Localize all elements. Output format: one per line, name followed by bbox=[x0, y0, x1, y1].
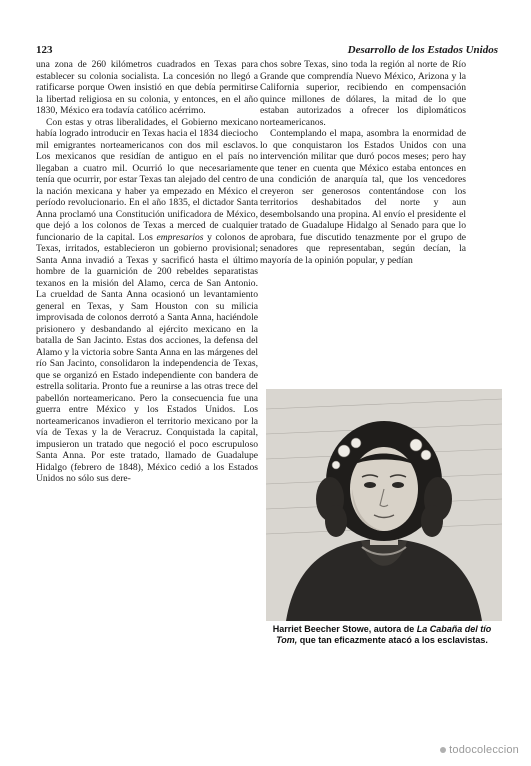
page-number: 123 bbox=[36, 44, 53, 56]
running-title: Desarrollo de los Estados Unidos bbox=[347, 44, 498, 56]
paragraph-text: y colonos de Texas, irritados, establecieron un gobierno provisional; Santa Anna invadió a Texas y sacrificó hasta el último hombre de la guarnición de 200 rebeldes separatistas texanos en la misión del Alamo, cerca de San Antonio. La crueldad de Santa Anna ocasionó un levantamiento general en Texas, y Sam Houston con su milicia improvisada de colonos derrotó a Santa Anna, haciéndole prisionero y desbandando al ejército mexicano en la batalla de San Jacinto. Estas dos acciones, la defensa del Alamo y la victoria sobre Santa Anna en las márgenes del río San Jacinto, consolidaron la independencia de Texas, que se organizó en Estado independiente con bandera de estrella solitaria. Pronto fue a reunirse a las otras trece del pabellón norteamericano. Pero la consecuencia fue una guerra entre México y los Estados Unidos. Los norteamericanos invadieron el territorio mexicano por la vía de Texas y la de Veracruz. Conquistada la capital, impusieron un tratado que negoció el poco escrupuloso Santa Anna. Por este tratado, llamado de Guadalupe Hidalgo (febrero de 1848), México cedió a los Estados Unidos no sólo sus dere- bbox=[36, 231, 258, 484]
right-column bbox=[260, 59, 466, 266]
watermark-dot-icon bbox=[440, 747, 446, 753]
paragraph: chos sobre Texas, sino toda la región al norte de Río Grande que comprendía Nuevo México, Arizona y la California superior, recibiendo en compensación quince millones de dólares, la mitad de lo que estaban autorizados a ofrecer los diplomáticos norteamericanos. bbox=[260, 59, 466, 128]
watermark-text: todocoleccion bbox=[449, 744, 519, 756]
emphasis: empresarios bbox=[156, 231, 204, 243]
paragraph: Contemplando el mapa, asombra la enormidad de lo que conquistaron los Estados Unidos con una intervención militar que duró pocos meses; pero hay que tener en cuenta que México estaba entonces en una condición de anarquía tal, que los vencedores creyeron ser generosos contentándose con los territorios deshabitados del norte y aun desembolsando una propina. Al envío el presidente el tratado de Guadalupe Hidalgo al Senado para que lo aprobara, fue discutido tenazmente por el grupo de senadores que representaban, según decían, la mayoría de la opinión popular, y pedían bbox=[260, 128, 466, 266]
paragraph-text: Con estas y otras liberalidades, el Gobierno mexicano había logrado introducir en Texas hacia el 1834 dieciocho mil emigrantes norteamericanos con dos mil esclavos. Los mexicanos que residían de antiguo en el país no llegaban a cuatro mil. Ocurrió lo que necesariamente tenía que ocurrir, por estar Texas tan alejado del centro de la nación mexicana y haber ya empezado en México el período revolucionario. En el año 1835, el dictador Santa Anna proclamó una Constitución unificadora de México, que dejó a los colonos de Texas a merced de cualquier funcionario de la capital. Los bbox=[36, 116, 258, 243]
portrait-image bbox=[266, 389, 502, 621]
page-header bbox=[36, 42, 498, 58]
watermark bbox=[440, 744, 519, 756]
caption-rest: que tan eficazmente atacó a los esclavistas. bbox=[299, 635, 488, 645]
caption-lead: Harriet Beecher Stowe, autora de bbox=[272, 624, 415, 634]
left-column bbox=[36, 59, 258, 485]
paragraph: una zona de 260 kilómetros cuadrados en Texas para establecer su colonia socialista. La concesión no llegó a ratificarse porque Owen insistió en que debía permitirse la libertad religiosa en su colonia, y entonces, en el año 1830, México era todavía católico acérrimo. bbox=[36, 59, 258, 116]
caption-book-title: La Cabaña del tío Tom, bbox=[276, 624, 492, 645]
paragraph bbox=[36, 117, 258, 485]
figure-caption bbox=[262, 624, 502, 646]
portrait-engraving bbox=[266, 389, 502, 621]
